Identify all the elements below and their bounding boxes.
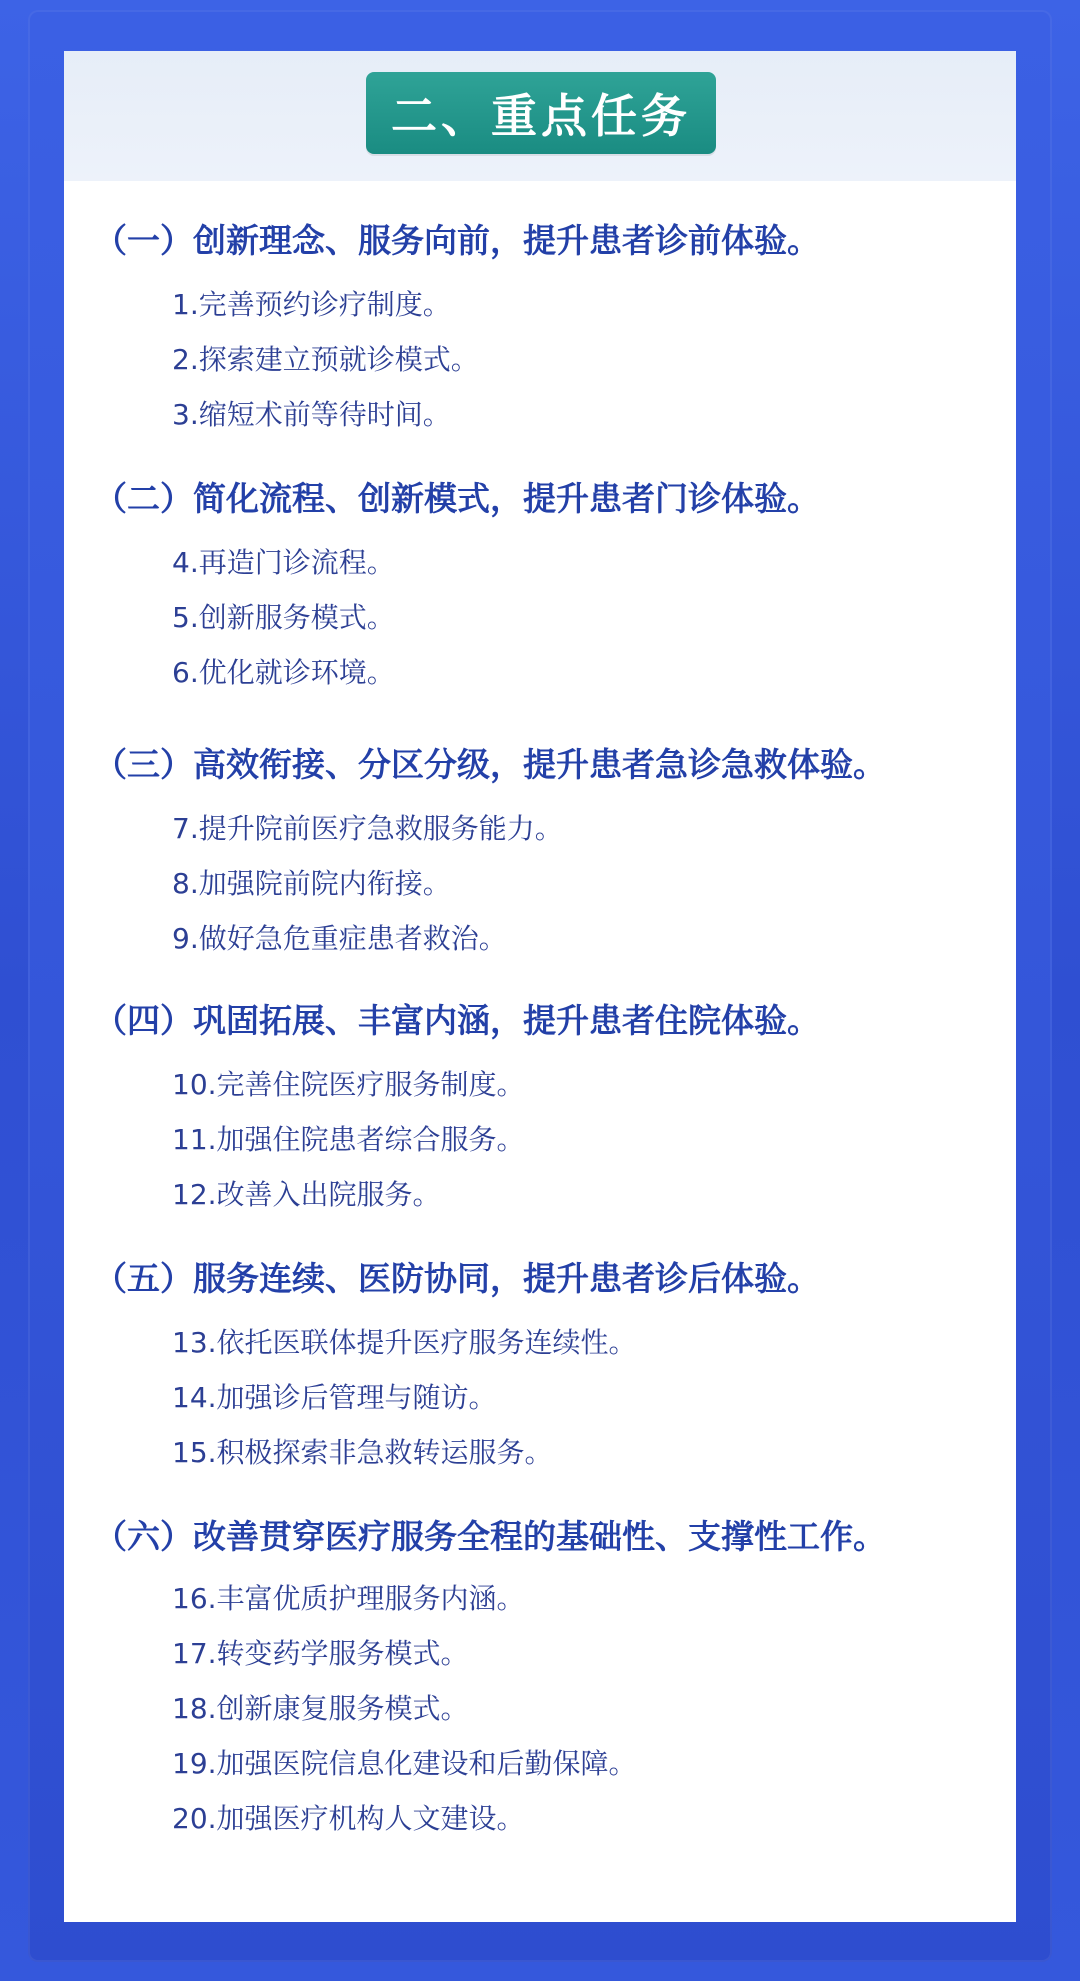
section-4 bbox=[96, 997, 820, 1222]
task-list bbox=[96, 277, 820, 442]
section-heading: （五）服务连续、医防协同，提升患者诊后体验。 bbox=[94, 1259, 820, 1298]
task-item: 19.加强医院信息化建设和后勤保障。 bbox=[172, 1747, 637, 1780]
section-heading: （二）简化流程、创新模式，提升患者门诊体验。 bbox=[94, 479, 820, 518]
section-3 bbox=[96, 741, 886, 966]
task-item: 15.积极探索非急救转运服务。 bbox=[172, 1436, 553, 1469]
task-item: 1.完善预约诊疗制度。 bbox=[172, 288, 451, 321]
task-item: 17.转变药学服务模式。 bbox=[172, 1637, 469, 1670]
task-item: 3.缩短术前等待时间。 bbox=[172, 398, 451, 431]
task-item: 2.探索建立预就诊模式。 bbox=[172, 343, 479, 376]
section-2 bbox=[96, 475, 820, 700]
task-item: 4.再造门诊流程。 bbox=[172, 546, 395, 579]
task-item: 11.加强住院患者综合服务。 bbox=[172, 1123, 525, 1156]
task-item: 7.提升院前医疗急救服务能力。 bbox=[172, 812, 563, 845]
task-item: 5.创新服务模式。 bbox=[172, 601, 395, 634]
task-list bbox=[96, 535, 820, 700]
section-6 bbox=[96, 1513, 886, 1846]
task-list bbox=[96, 1571, 886, 1846]
section-5 bbox=[96, 1255, 820, 1480]
content-panel bbox=[64, 51, 1016, 1922]
task-list bbox=[96, 801, 886, 966]
section-heading: （一）创新理念、服务向前，提升患者诊前体验。 bbox=[94, 221, 820, 260]
section-heading: （四）巩固拓展、丰富内涵，提升患者住院体验。 bbox=[94, 1001, 820, 1040]
section-heading: （三）高效衔接、分区分级，提升患者急诊急救体验。 bbox=[94, 745, 886, 784]
task-item: 20.加强医疗机构人文建设。 bbox=[172, 1802, 525, 1835]
task-item: 13.依托医联体提升医疗服务连续性。 bbox=[172, 1326, 637, 1359]
task-list bbox=[96, 1057, 820, 1222]
section-1 bbox=[96, 217, 820, 442]
task-item: 6.优化就诊环境。 bbox=[172, 656, 395, 689]
task-item: 18.创新康复服务模式。 bbox=[172, 1692, 469, 1725]
task-list bbox=[96, 1315, 820, 1480]
task-item: 14.加强诊后管理与随访。 bbox=[172, 1381, 497, 1414]
task-item: 16.丰富优质护理服务内涵。 bbox=[172, 1582, 525, 1615]
task-item: 9.做好急危重症患者救治。 bbox=[172, 922, 507, 955]
task-item: 12.改善入出院服务。 bbox=[172, 1178, 441, 1211]
section-heading: （六）改善贯穿医疗服务全程的基础性、支撑性工作。 bbox=[94, 1517, 886, 1556]
page-title: 二、重点任务 bbox=[366, 72, 716, 154]
task-item: 8.加强院前院内衔接。 bbox=[172, 867, 451, 900]
header-band bbox=[64, 51, 1016, 181]
task-item: 10.完善住院医疗服务制度。 bbox=[172, 1068, 525, 1101]
